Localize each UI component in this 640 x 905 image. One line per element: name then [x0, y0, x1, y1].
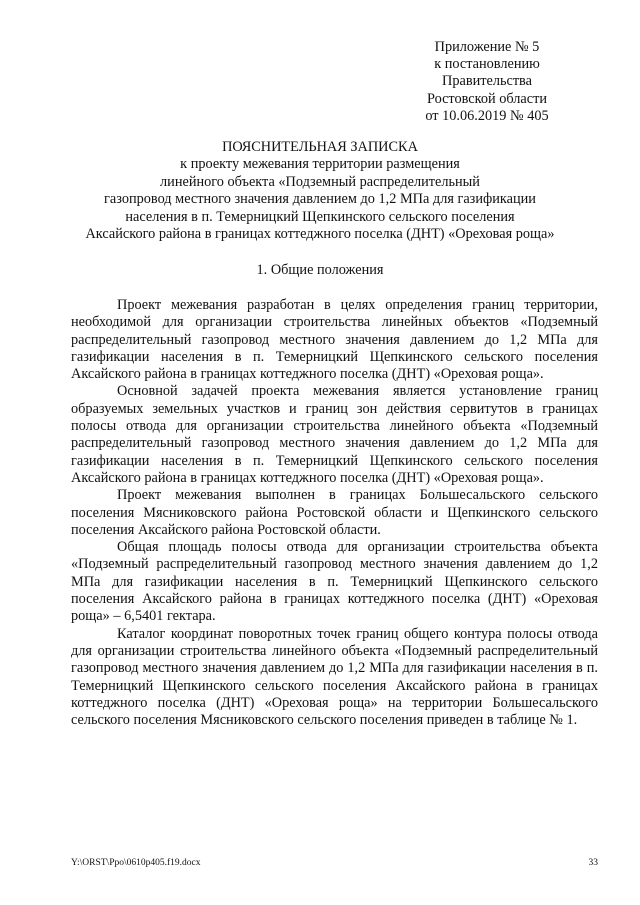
appendix-line: от 10.06.2019 № 405	[425, 107, 549, 124]
footer-page-number: 33	[588, 858, 598, 868]
title-line: Аксайского района в границах коттеджного поселка (ДНТ) «Ореховая роща»	[85, 226, 555, 243]
paragraph: Проект межевания выполнен в границах Большесальского сельского поселения Мясниковского района Ростовской области и Щепкинского сельского поселения Аксайского района Ростовской области.	[71, 487, 598, 538]
body-text	[71, 297, 598, 729]
footer-file-path: Y:\ORST\Ppo\0610p405.f19.docx	[71, 858, 201, 868]
paragraph: Основной задачей проекта межевания является установление границ образуемых земельных участков и границ зон действия сервитутов в границах полосы отвода для организации строительства линейного объекта «Подземный распределительный газопровод местного значения давлением до 1,2 МПа для газификации населения в п. Темерницкий Щепкинского сельского поселения Аксайского района в границах коттеджного поселка (ДНТ) «Ореховая роща».	[71, 383, 598, 486]
title-line: газопровод местного значения давлением до 1,2 МПа для газификации	[104, 191, 536, 208]
title-line: населения в п. Темерницкий Щепкинского сельского поселения	[125, 208, 515, 225]
appendix-block	[372, 39, 602, 125]
title-line: к проекту межевания территории размещения	[180, 156, 460, 173]
document-heading: ПОЯСНИТЕЛЬНАЯ ЗАПИСКА	[222, 139, 418, 155]
appendix-line: Правительства	[442, 73, 532, 90]
paragraph: Проект межевания разработан в целях определения границ территории, необходимой для организации строительства линейных объектов «Подземный распределительный газопровод местного значения давлением до 1,2 МПа для газификации населения в п. Темерницкий Щепкинского сельского поселения Аксайского района в границах коттеджного поселка (ДНТ) «Ореховая роща».	[71, 297, 598, 383]
document-title-block	[40, 139, 600, 243]
appendix-line: Приложение № 5	[434, 39, 540, 55]
paragraph: Общая площадь полосы отвода для организации строительства объекта «Подземный распределительный газопровод местного значения давлением до 1,2 МПа для газификации населения в п. Темерницкий Щепкинского сельского поселения Аксайского района в границах коттеджного поселка (ДНТ) «Ореховая роща» – 6,5401 гектара.	[71, 539, 598, 625]
title-line: линейного объекта «Подземный распределительный	[160, 173, 480, 190]
appendix-line: к постановлению	[434, 56, 540, 73]
paragraph: Каталог координат поворотных точек границ общего контура полосы отвода для организации строительства линейного объекта «Подземный распределительный газопровод местного значения давлением до 1,2 МПа для газификации населения в п. Темерницкий Щепкинского сельского поселения Аксайского района в границах коттеджного поселка (ДНТ) «Ореховая роща» на территории Большесальского сельского поселения Мясниковского сельского поселения приведен в таблице № 1.	[71, 625, 598, 729]
appendix-line: Ростовской области	[426, 90, 548, 107]
section-title: 1. Общие положения	[256, 262, 384, 278]
